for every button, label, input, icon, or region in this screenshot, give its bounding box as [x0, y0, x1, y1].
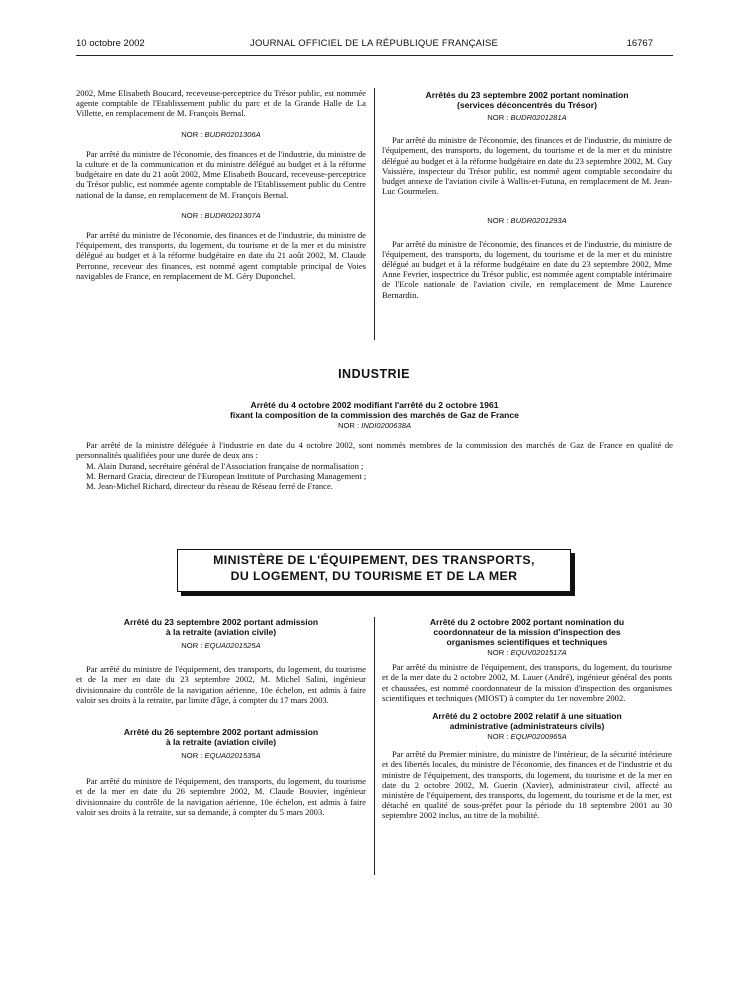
article-subtitle: à la retraite (aviation civile) [165, 627, 277, 637]
paragraph: Par arrêté du ministre de l'économie, des finances et de l'industrie, du ministre de l'équipement, des transports, du logement, du tourisme et de la mer et du ministre délégué au budget et à la réforme budgétaire en date du 21 août 2002, M. Claude Perronne, receveur des finances, est nommé agent comptable principal de Voies navigables de France, en remplacement de M. Géry Duponchel. [76, 230, 366, 281]
ministry-heading-box [177, 549, 571, 592]
paragraph: Par arrêté du ministre de l'équipement, des transports, du logement, du tourisme et de la mer en date du 23 septembre 2002, M. Michel Salini, ingénieur divisionnaire du contrôle de la navigation aérienne, 10e échelon, est admis à faire valoir ses droits à la retraite, par limite d'âge, à compter du 17 mars 2003. [76, 664, 366, 705]
header-journal-title: JOURNAL OFFICIEL DE LA RÉPUBLIQUE FRANÇAISE [250, 38, 499, 49]
article-subtitle: coordonnateur de la mission d'inspection des [433, 627, 621, 637]
nor-reference: NOR : BUDR0201293A [487, 216, 567, 226]
article-title: Arrêté du 2 octobre 2002 relatif à une situation [432, 711, 622, 722]
nor-reference: NOR : EQUA0201525A [181, 641, 261, 650]
nor-reference: NOR : BUDR0201306A [181, 129, 261, 139]
industrie-article [76, 400, 673, 491]
column-divider [374, 617, 375, 875]
list-item: M. Alain Durand, secrétaire général de l'Association française de normalisation ; [86, 460, 364, 471]
ministry-heading-line: DU LOGEMENT, DU TOURISME ET DE LA MER [230, 568, 518, 583]
nor-reference: NOR : BUDR0201307A [181, 210, 261, 220]
top-left-column [76, 88, 366, 281]
list-item: M. Jean-Michel Richard, directeur du réseau de Réseau ferré de France. [86, 481, 333, 492]
paragraph: Par arrêté du ministre de l'équipement, des transports, du logement, du tourisme et de la mer en date du 26 septembre 2002, M. Claude Bouvier, ingénieur divisionnaire du contrôle de la navigation aérienne, 10e échelon, est admis à faire valoir ses droits à la retraite, sur sa demande, à compter du 5 mars 2003. [76, 776, 366, 817]
nor-reference: NOR : BUDR0201281A [487, 113, 567, 122]
nor-reference: NOR : EQUA0201535A [181, 751, 261, 761]
article-subtitle: (services déconcentrés du Trésor) [457, 100, 597, 110]
ministry-heading-line: MINISTÈRE DE L'ÉQUIPEMENT, DES TRANSPORTS, [213, 553, 535, 567]
article-title: Arrêtés du 23 septembre 2002 portant nomination [425, 90, 629, 100]
paragraph: Par arrêté du ministre de l'équipement, des transports, du logement, du tourisme et de la mer date du 2 octobre 2002, M. Lauer (André), ingénieur général des ponts et chaussées, est nommé coordonnateur de la mission d'inspection des organismes scientifiques et techniques (MIOST) à compter du 1er novembre 2002. [382, 662, 672, 703]
paragraph: Par arrêté du ministre de l'économie, des finances et de l'industrie, du ministre de la culture et de la communication et du ministre délégué au budget et à la réforme budgétaire en date du 21 août 2002, Mme Elisabeth Boucard, receveuse-perceptrice du Trésor public, est nommée agente comptable de l'Etablissement public du Centre national de la danse, en remplacement de M. François Bernal. [76, 148, 366, 200]
paragraph: Par arrêté du ministre de l'économie, des finances et de l'industrie, du ministre de l'équipement, des transports, du logement, du tourisme et de la mer et du ministre délégué au budget et à la réforme budgétaire en date du 23 septembre 2002, Mme Anne Fevrier, inspectrice du Trésor public, est nommée agent comptable intérimaire de l'Ecole nationale de l'aviation civile, en remplacement de Mme Laurence Bernardin. [382, 238, 672, 300]
section-heading-industrie: INDUSTRIE [338, 367, 410, 381]
article-title: Arrêté du 2 octobre 2002 portant nomination du [429, 617, 625, 627]
paragraph: Par arrêté de la ministre déléguée à l'industrie en date du 4 octobre 2002, sont nommés membres de la commission des marchés de Gaz de France en qualité de personnalités qualifiées pour une durée de deux ans : [76, 440, 673, 461]
nor-reference: NOR : EQUP0200965A [487, 732, 567, 742]
page-header [0, 38, 748, 54]
article-title: Arrêté du 23 septembre 2002 portant admission [123, 617, 319, 627]
header-date: 10 octobre 2002 [76, 38, 145, 49]
paragraph: Par arrêté du Premier ministre, du ministre de l'intérieur, de la sécurité intérieure et des libertés locales, du ministre de l'économie, des finances et de l'industrie et du ministre de l'équipement, des transports, du logement, du tourisme et de la mer en date du 2 octobre 2002, M. Guerin (Xavier), administrateur civil, affecté au ministère de l'équipement, des transports, du logement, du tourisme et de la mer, est détaché en qualité de sous-préfet pour la période du 18 septembre 2001 au 30 septembre 2002 inclus, au titre de la mobilité. [382, 749, 672, 821]
list-item: M. Bernard Gracia, directeur de l'European Institute of Purchasing Management ; [86, 470, 367, 481]
article-subtitle: organismes scientifiques et techniques [446, 637, 608, 647]
paragraph: 2002, Mme Elisabeth Boucard, receveuse-perceptrice du Trésor public, est nommée agente comptable de l'Etablissement public du parc et de la Grande Halle de La Villette, en remplacement de M. François Bernal. [76, 88, 366, 119]
article-subtitle: fixant la composition de la commission des marchés de Gaz de France [230, 410, 519, 420]
nor-reference: NOR : INDI0200638A [337, 421, 412, 430]
article-subtitle: administrative (administrateurs civils) [449, 721, 605, 732]
article-title: Arrêté du 4 octobre 2002 modifiant l'arrêté du 2 octobre 1961 [250, 400, 499, 410]
top-right-column [382, 90, 672, 300]
article-subtitle: à la retraite (aviation civile) [165, 737, 277, 748]
article-title: Arrêté du 26 septembre 2002 portant admission [123, 727, 319, 738]
nor-reference: NOR : EQUV0201517A [487, 648, 567, 657]
column-divider [374, 88, 375, 340]
header-rule [76, 55, 673, 56]
header-page-number: 16767 [626, 38, 653, 49]
bottom-right-column [382, 617, 672, 821]
bottom-left-column [76, 617, 366, 817]
paragraph: Par arrêté du ministre de l'économie, des finances et de l'industrie, du ministre de l'équipement, des transports, du logement, du tourisme et de la mer et du ministre délégué au budget et à la réforme budgétaire en date du 23 septembre 2002, M. Guy Vaissière, inspecteur du Trésor public, est nommé agent comptable secondaire du budget annexe de l'aviation civile à Wallis-et-Futuna, en remplacement de M. Jean-Luc Gourmelen. [382, 135, 672, 197]
members-list [76, 461, 673, 492]
